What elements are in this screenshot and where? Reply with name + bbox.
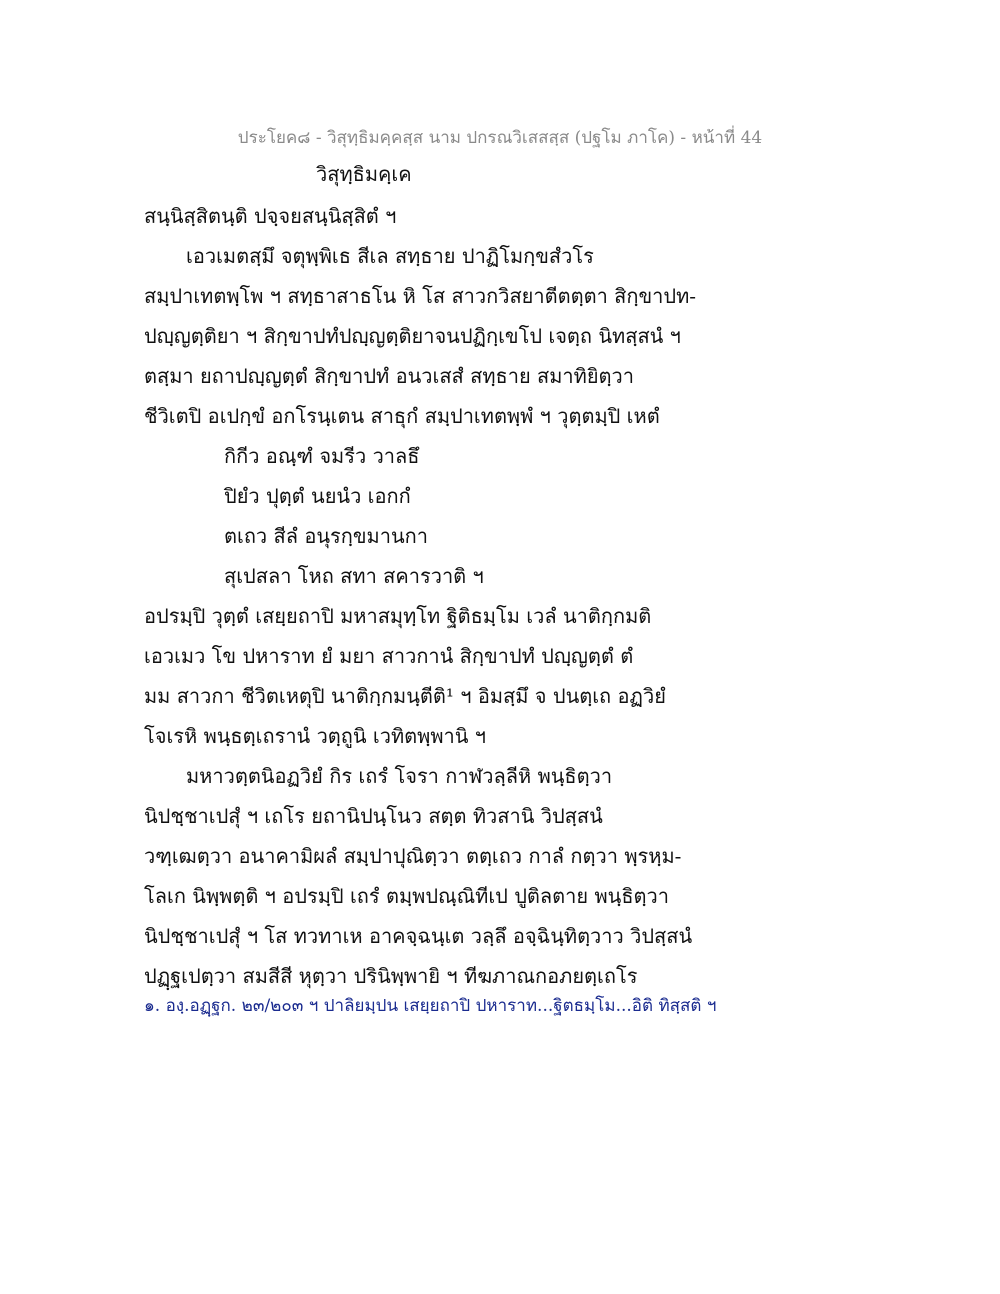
text-line-13: มม สาวกา ชีวิตเหตุปิ นาติกฺกมนฺตีติ¹ ฯ อิมสฺมึ จ ปนตฺเถ อฏวิยํ — [144, 684, 666, 708]
text-line-12: เอวเมว โข ปหาราท ยํ มยา สาวกานํ สิกฺขาปทํ ปญฺญตฺตํ ตํ — [144, 644, 634, 668]
text-line-20: ปฏฺฐเปตฺวา สมสีสี หุตฺวา ปรินิพฺพายิ ฯ ทีฆภาณกอภยตฺเถโร — [144, 964, 638, 988]
text-line-2: เอวเมตสฺมึ จตุพฺพิเธ สีเล สทฺธาย ปาฏิโมกฺขสํวโร — [186, 244, 594, 268]
verse-line-2: ปิยํว ปุตฺตํ นยนํว เอกกํ — [224, 484, 411, 508]
verse-line-4: สุเปสลา โหถ สทา สคารวาติ ฯ — [224, 564, 484, 588]
text-line-1: สนฺนิสฺสิตนฺติ ปจฺจยสนฺนิสฺสิตํ ฯ — [144, 204, 397, 228]
text-line-6: ชีวิเตปิ อเปกฺขํ อกโรนฺเตน สาธุกํ สมฺปาเทตพฺพํ ฯ วุตฺตมฺปิ เหตํ — [144, 404, 660, 428]
text-line-19: นิปชฺชาเปสุํ ฯ โส ทวทาเห อาคจฺฉนฺเต วลฺลึ อจฺฉินฺทิตฺวาว วิปสฺสนํ — [144, 924, 693, 948]
text-line-16: นิปชฺชาเปสุํ ฯ เถโร ยถานิปนฺโนว สตฺต ทิวสานิ วิปสฺสนํ — [144, 804, 603, 828]
text-line-14: โจเรหิ พนฺธตฺเถรานํ วตฺถูนิ เวทิตพฺพานิ ฯ — [144, 724, 487, 748]
section-title: วิสุทฺธิมคฺเค — [316, 162, 412, 186]
text-line-11: อปรมฺปิ วุตฺตํ เสยฺยถาปิ มหาสมุทฺโท ฐิติธมฺโม เวลํ นาติกฺกมติ — [144, 604, 652, 628]
footnote: ๑. องฺ.อฏฺฐก. ๒๓/๒๐๓ ฯ ปาลิยมฺปน เสยฺยถาปิ ปหาราท...ฐิตธมฺโม...อิติ ทิสฺสติ ฯ — [144, 996, 717, 1016]
running-header: ประโยค๘ - วิสุทฺธิมคฺคสฺส นาม ปกรณวิเสสสฺส (ปฐโม ภาโค) - หน้าที่ 44 — [237, 128, 763, 148]
text-line-18: โลเก นิพฺพตฺติ ฯ อปรมฺปิ เถรํ ตมฺพปณฺณิทีเป ปูติลตาย พนฺธิตฺวา — [144, 884, 669, 908]
verse-line-1: กิกีว อณฺฑํ จมรีว วาลธึ — [224, 444, 420, 468]
text-line-15: มหาวตฺตนิอฏวิยํ กิร เถรํ โจรา กาฬวลฺลีหิ พนฺธิตฺวา — [186, 764, 613, 788]
verse-line-3: ตเถว สีลํ อนุรกฺขมานกา — [224, 524, 428, 548]
text-line-5: ตสฺมา ยถาปญฺญตฺตํ สิกฺขาปทํ อนวเสสํ สทฺธาย สมาทิยิตฺวา — [144, 364, 634, 388]
text-line-4: ปญฺญตฺติยา ฯ สิกฺขาปทํปญฺญตฺติยาจนปฏิกฺเขโป เจตฺถ นิทสฺสนํ ฯ — [144, 324, 681, 348]
text-line-17: วฑฺเฒตฺวา อนาคามิผลํ สมฺปาปุณิตฺวา ตตฺเถว กาลํ กตฺวา พฺรหฺม- — [144, 844, 682, 868]
text-line-3: สมฺปาเทตพฺโพ ฯ สทฺธาสาธโน หิ โส สาวกวิสยาตีตตฺตา สิกฺขาปท- — [144, 284, 697, 308]
body-text — [144, 196, 784, 996]
